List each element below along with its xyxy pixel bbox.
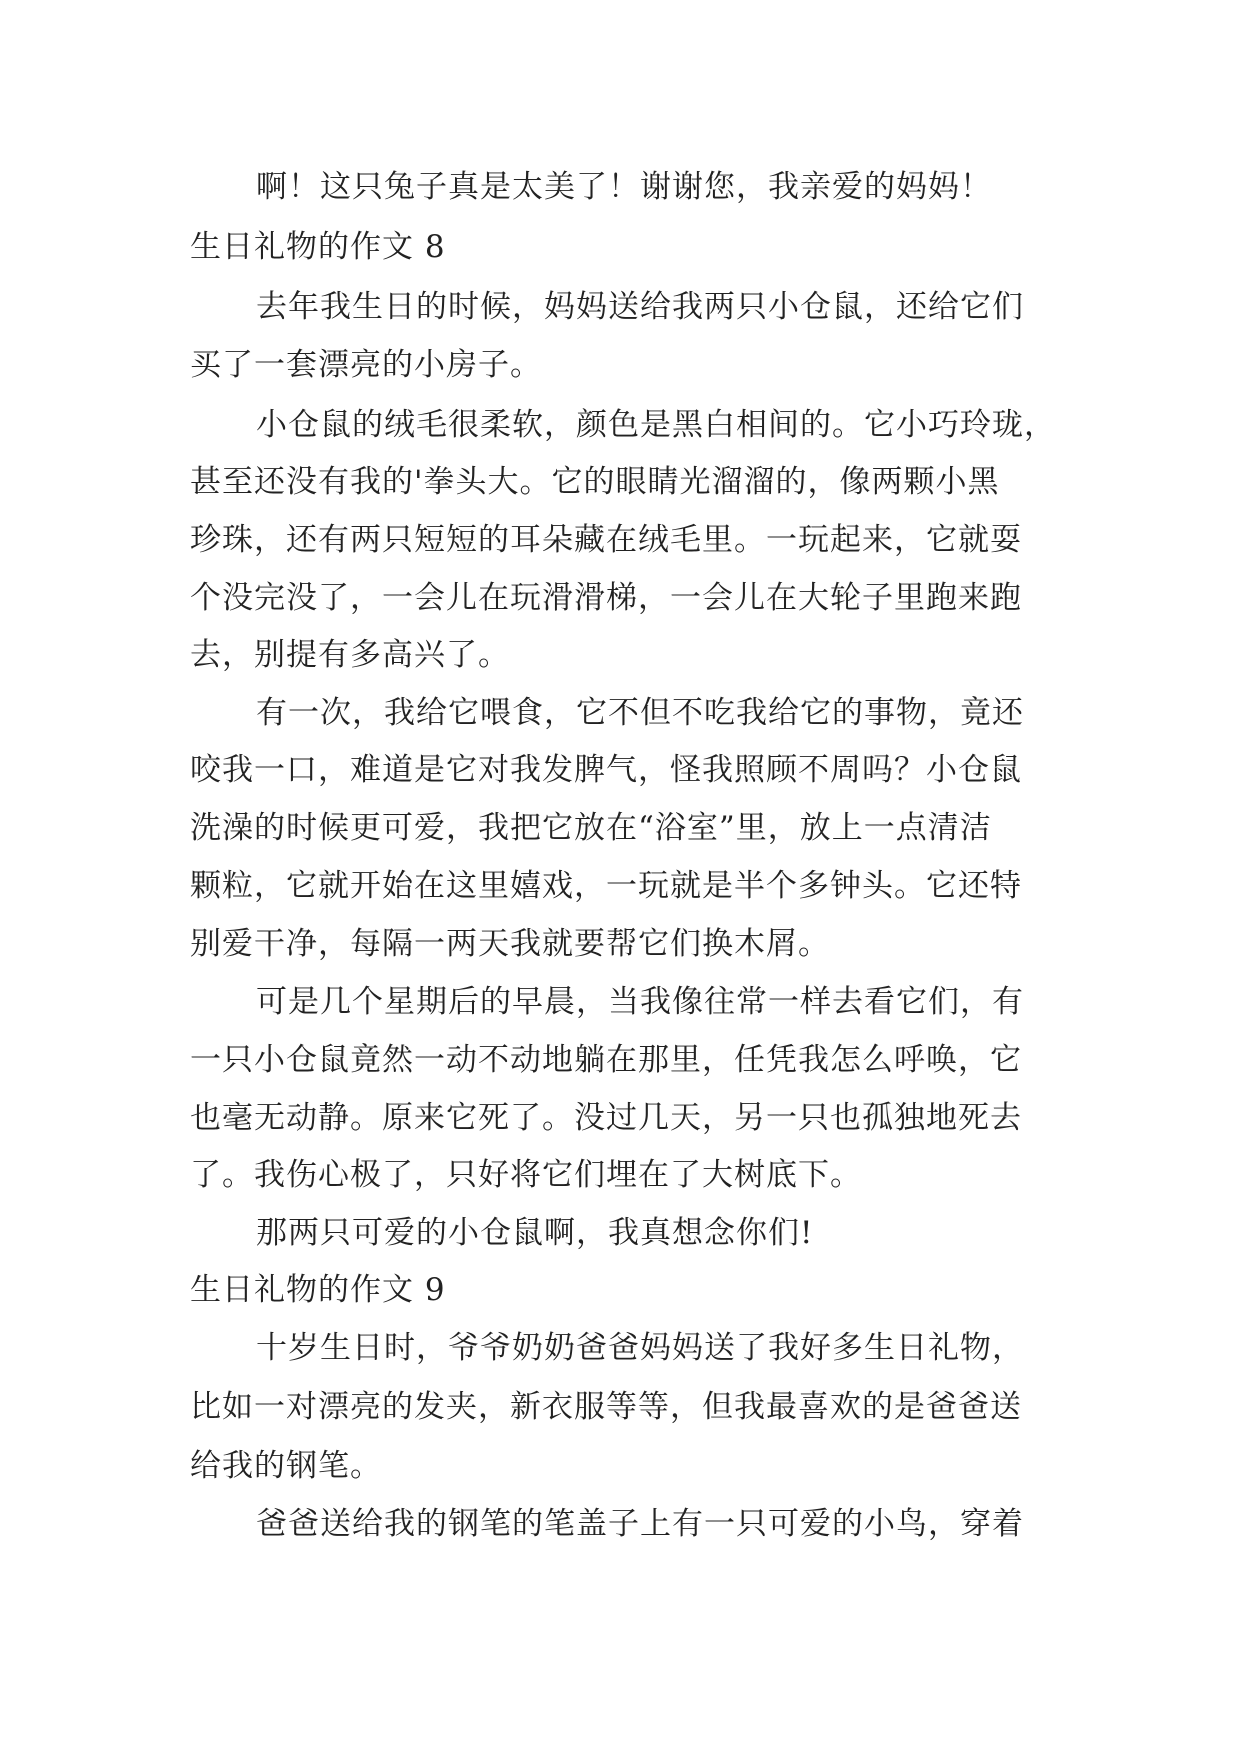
paragraph-line: 别爱干净，每隔一两天我就要帮它们换木屑。 bbox=[190, 926, 830, 962]
paragraph-line: 珍珠，还有两只短短的耳朵藏在绒毛里。一玩起来，它就耍 bbox=[190, 522, 1022, 558]
paragraph-line: 去，别提有多高兴了。 bbox=[190, 637, 510, 673]
paragraph-line: 爸爸送给我的钢笔的笔盖子上有一只可爱的小鸟，穿着 bbox=[256, 1506, 1024, 1542]
paragraph-line: 比如一对漂亮的发夹，新衣服等等，但我最喜欢的是爸爸送 bbox=[190, 1389, 1022, 1425]
paragraph-line: 可是几个星期后的早晨，当我像往常一样去看它们，有 bbox=[256, 984, 1024, 1020]
paragraph-line: 咬我一口，难道是它对我发脾气，怪我照顾不周吗？小仓鼠 bbox=[190, 752, 1022, 788]
paragraph-line: 个没完没了，一会儿在玩滑滑梯，一会儿在大轮子里跑来跑 bbox=[190, 580, 1022, 616]
paragraph-line: 买了一套漂亮的小房子。 bbox=[190, 347, 542, 383]
paragraph-line: 有一次，我给它喂食，它不但不吃我给它的事物，竟还 bbox=[256, 695, 1024, 731]
paragraph-line: 去年我生日的时候，妈妈送给我两只小仓鼠，还给它们 bbox=[256, 289, 1024, 325]
section-heading: 生日礼物的作文 8 bbox=[190, 229, 446, 265]
paragraph-line: 那两只可爱的小仓鼠啊，我真想念你们! bbox=[256, 1215, 814, 1251]
paragraph-line: 小仓鼠的绒毛很柔软，颜色是黑白相间的。它小巧玲珑， bbox=[256, 407, 1056, 443]
section-heading: 生日礼物的作文 9 bbox=[190, 1272, 446, 1308]
paragraph-line: 十岁生日时，爷爷奶奶爸爸妈妈送了我好多生日礼物， bbox=[256, 1330, 1024, 1366]
paragraph-line: 啊！这只兔子真是太美了！谢谢您，我亲爱的妈妈！ bbox=[256, 169, 992, 205]
paragraph-line: 一只小仓鼠竟然一动不动地躺在那里，任凭我怎么呼唤，它 bbox=[190, 1042, 1022, 1078]
paragraph-line: 甚至还没有我的'拳头大。它的眼睛光溜溜的，像两颗小黑 bbox=[190, 464, 1000, 500]
paragraph-line: 也毫无动静。原来它死了。没过几天，另一只也孤独地死去 bbox=[190, 1100, 1022, 1136]
paragraph-line: 了。我伤心极了，只好将它们埋在了大树底下。 bbox=[190, 1157, 862, 1193]
paragraph-line: 洗澡的时候更可爱，我把它放在“浴室”里，放上一点清洁 bbox=[190, 810, 992, 846]
paragraph-line: 颗粒，它就开始在这里嬉戏，一玩就是半个多钟头。它还特 bbox=[190, 868, 1022, 904]
paragraph-line: 给我的钢笔。 bbox=[190, 1448, 382, 1484]
